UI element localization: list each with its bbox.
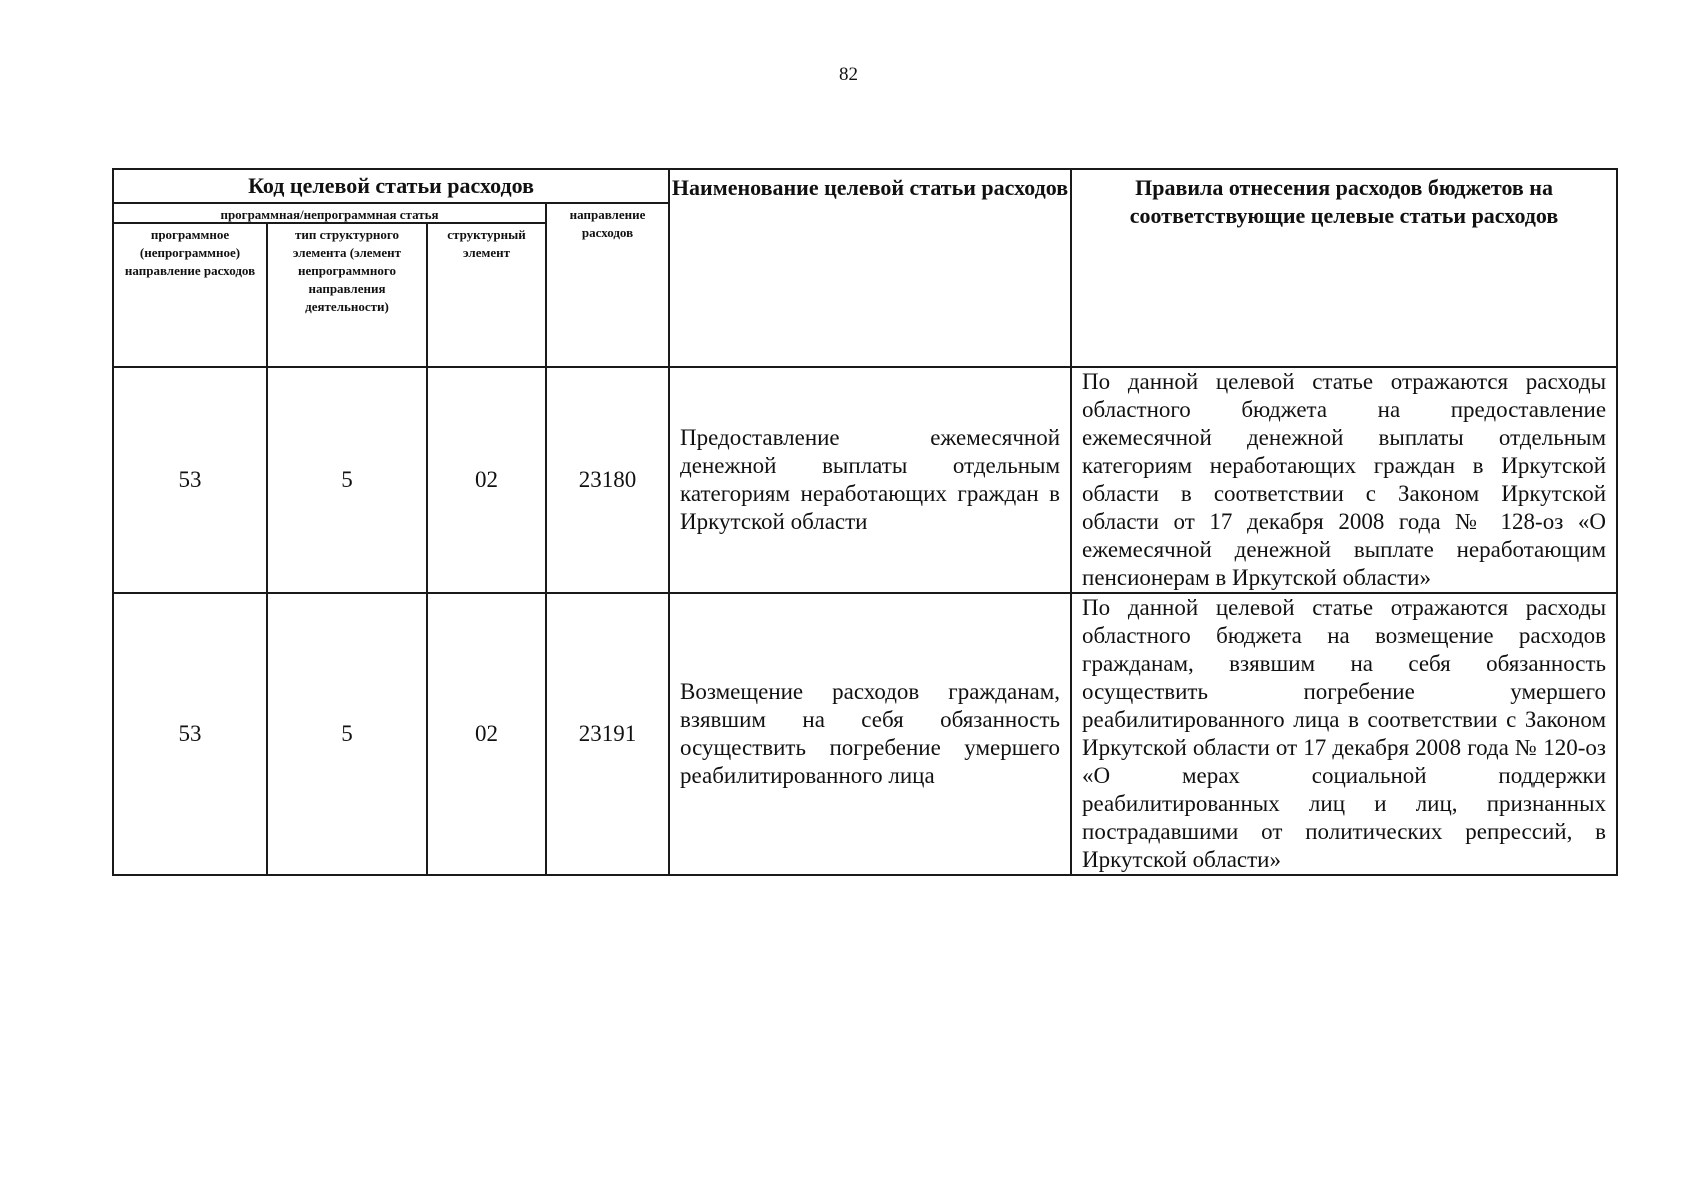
program-direction-cell: 53 — [113, 593, 267, 875]
element-type-cell: 5 — [267, 367, 427, 593]
article-name-cell: Предоставление ежемесячной денежной выплаты отдельным категориям неработающих граждан в Иркутской области — [669, 367, 1071, 593]
element-type-cell: 5 — [267, 593, 427, 875]
structural-element-cell: 02 — [427, 593, 546, 875]
expense-direction-cell: 23180 — [546, 367, 669, 593]
article-rules-cell: По данной целевой статье отражаются расходы областного бюджета на возмещение расходов гражданам, взявшим на себя обязанность осуществить погребение умершего реабилитированного лица в соответствии с Законом Иркутской области от 17 декабря 2008 года № 120-оз «О мерах социальной поддержки реабилитированных лиц и лиц, признанных пострадавшими от политических репрессий, в Иркутской области» — [1071, 593, 1617, 875]
budget-code-table — [112, 168, 1618, 876]
header-rules: Правила отнесения расходов бюджетов на соответствующие целевые статьи расходов — [1071, 169, 1617, 367]
header-program-article: программная/непрограммная статья — [113, 203, 546, 223]
header-program-direction: программное (непрограммное) направление расходов — [113, 223, 267, 367]
expense-direction-cell: 23191 — [546, 593, 669, 875]
program-direction-cell: 53 — [113, 367, 267, 593]
table-row — [113, 593, 1617, 875]
article-name-cell: Возмещение расходов гражданам, взявшим на себя обязанность осуществить погребение умершего реабилитированного лица — [669, 593, 1071, 875]
header-name: Наименование целевой статьи расходов — [669, 169, 1071, 367]
structural-element-cell: 02 — [427, 367, 546, 593]
header-structural-element: структурный элемент — [427, 223, 546, 367]
table-row — [113, 367, 1617, 593]
page-number: 82 — [839, 64, 858, 85]
header-code-group: Код целевой статьи расходов — [113, 169, 669, 203]
header-expense-direction: направление расходов — [546, 203, 669, 367]
article-rules-cell: По данной целевой статье отражаются расходы областного бюджета на предоставление ежемесячной денежной выплаты отдельным категориям неработающих граждан в Иркутской области в соответствии с Законом Иркутской области от 17 декабря 2008 года № 128-оз «О ежемесячной денежной выплате неработающим пенсионерам в Иркутской области» — [1071, 367, 1617, 593]
header-element-type: тип структурного элемента (элемент непрограммного направления деятельности) — [267, 223, 427, 367]
